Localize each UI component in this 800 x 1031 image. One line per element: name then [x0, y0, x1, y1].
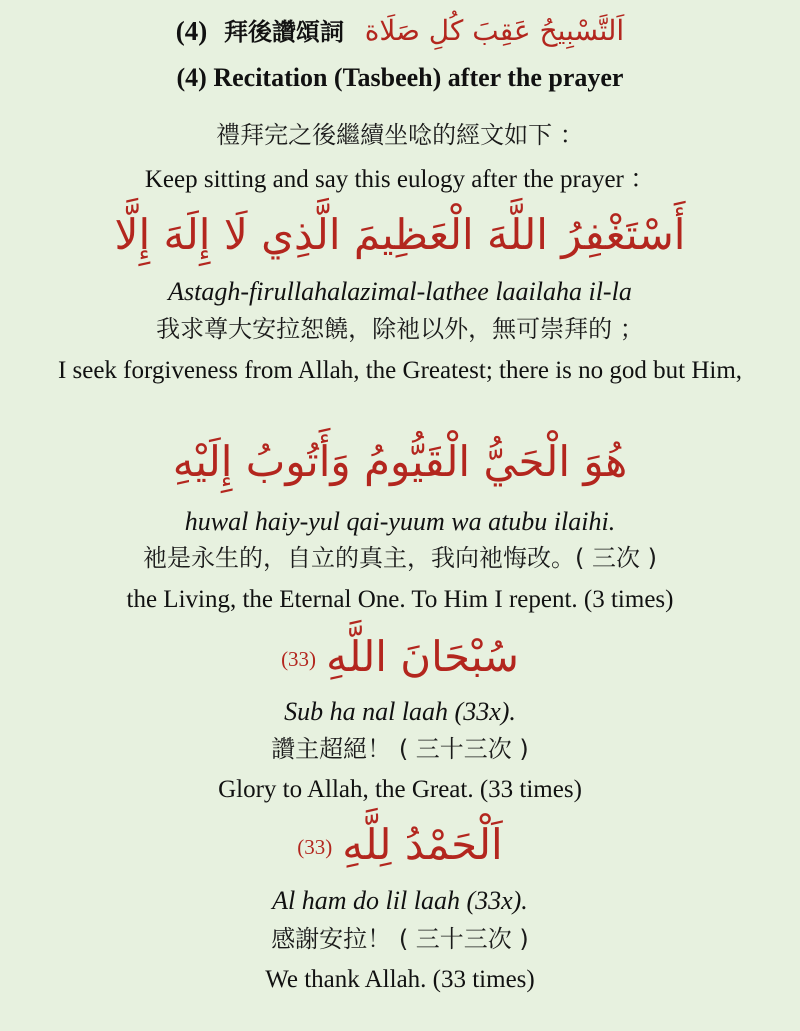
section4-count: (33): [297, 835, 333, 860]
section3-arabic-row: [0, 630, 800, 685]
section4-chinese: 感謝安拉！ ( 三十三次 ): [271, 925, 529, 953]
section4-arabic: اَلْحَمْدُ لِلَّهِ: [342, 820, 503, 869]
heading-row: [0, 16, 800, 47]
section1-english: I seek forgiveness from Allah, the Greatest; there is no god but Him,: [57, 357, 743, 384]
section1-chinese: 我求尊大安拉恕饒，除祂以外，無可崇拜的 ；: [156, 315, 644, 343]
intro-chinese: 禮拜完之後繼續坐唸的經文如下 ：: [216, 121, 584, 149]
heading-title-chinese: 拜後讚頌詞: [224, 18, 344, 46]
section3-english: Glory to Allah, the Great. (33 times): [218, 776, 582, 803]
section4-transliteration: Al ham do lil laah (33x).: [272, 886, 528, 915]
section3-count: (33): [281, 647, 317, 672]
section3-transliteration: Sub ha nal laah (33x).: [284, 697, 516, 726]
section2-english: the Living, the Eternal One. To Him I repent. (3 times): [126, 586, 674, 613]
section1-arabic: أَسْتَغْفِرُ اللَّهَ الْعَظِيمَ الَّذِي لَا إِلَهَ إِلَّا: [114, 210, 686, 259]
intro-english: Keep sitting and say this eulogy after the prayer ：: [144, 166, 656, 193]
section1-transliteration: Astagh-firullahalazimal-lathee laailaha il-la: [168, 277, 632, 306]
section2-transliteration: huwal haiy-yul qai-yuum wa atubu ilaihi.: [184, 507, 616, 536]
section2-arabic: هُوَ الْحَيُّ الْقَيُّومُ وَأَتُوبُ إِلَيْهِ: [172, 437, 628, 486]
section2-chinese: 祂是永生的，自立的真主，我向祂悔改。( 三次 ): [143, 544, 657, 572]
section3-chinese: 讚主超絕！ ( 三十三次 ): [271, 735, 529, 763]
heading-title-arabic: اَلتَّسْبِيحُ عَقِبَ كُلِ صَلَاة: [364, 14, 625, 47]
heading-number: (4): [175, 16, 208, 46]
heading-title-english: (4) Recitation (Tasbeeh) after the prayer: [176, 63, 624, 92]
section3-arabic: سُبْحَانَ اللَّهِ: [326, 632, 519, 681]
section4-english: We thank Allah. (33 times): [265, 966, 535, 993]
section4-arabic-row: [0, 818, 800, 873]
